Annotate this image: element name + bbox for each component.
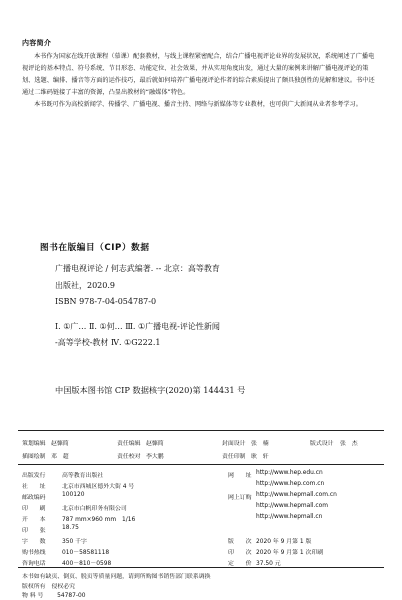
staff-label: 责任印制 (222, 454, 246, 460)
quality-notice: 本书如有缺页、倒页、脱页等质量问题，请到所购图书销售部门联系调换 (22, 574, 211, 580)
staff-name: 赵慷简 (51, 441, 69, 447)
divider (18, 567, 384, 568)
pub-value: 350 千字 (62, 539, 87, 545)
summary-paragraph: 本书作为国家在线开放课程（慕课）配套教材，与线上课程紧密配合，结合广播电视评论业界的发展状况，系统阐述了广播电视评论的基本特点、符号系统、节目形态、功能定位、社会效果，并从实用角度出发，通过大量的案例来讲解广播电视评论的策划、选题、编排、播音等方面的运作技巧，最后就如何培养广播电视评论作者的综合素质提出了颇具独创性的见解和建议。书中还通过二维码链接了丰富的资源，凸显出教材的“融媒体”特色。 (22, 53, 375, 97)
pub-label: 出版发行 (22, 473, 46, 479)
material-label: 物 料 号 (22, 593, 44, 599)
pub-label: 版 次 (228, 539, 252, 545)
pub-value: http://www.hep.edu.cn (256, 470, 323, 476)
rights-notice: 版权所有 侵权必究 (22, 584, 76, 590)
pub-label: 网上订购 (228, 495, 252, 501)
summary-paragraph: 本书既可作为高校新闻学、传播学、广播电视、播音主持、网络与新媒体等专业教材，也可供广大新闻从业者参考学习。 (34, 101, 362, 109)
divider (18, 430, 384, 431)
pub-label: 字 数 (22, 539, 46, 545)
cip-heading: 图书在版编目（CIP）数据 (40, 243, 150, 253)
staff-name: 邓 超 (51, 454, 69, 460)
pub-label: 网 址 (228, 473, 252, 479)
pub-value: 2020 年 9 月第 1 次印刷 (256, 550, 324, 556)
pub-value: http://www.hepmall.com (256, 503, 329, 509)
pub-label: 定 价 (228, 561, 252, 567)
cip-record (55, 261, 385, 352)
pub-label: 印 次 (228, 550, 252, 556)
pub-label: 社 址 (22, 484, 46, 490)
staff-label: 插图绘制 (22, 454, 46, 460)
pub-value: 18.75 (62, 525, 79, 531)
pub-value: 北京市白帆印务有限公司 (62, 506, 127, 512)
cip-line: -高等学校-教材 Ⅳ. ①G222.1 (55, 338, 161, 347)
staff-name: 张 杰 (340, 441, 358, 447)
staff-name: 张 楠 (251, 441, 269, 447)
material-number-row (22, 590, 86, 599)
staff-label: 策划编辑 (22, 441, 46, 447)
pub-value: http://www.hep.com.cn (256, 481, 325, 487)
cip-line: ISBN 978-7-04-054787-0 (55, 297, 157, 306)
pub-value: 100120 (62, 492, 85, 498)
divider (18, 464, 384, 465)
staff-label: 版式设计 (310, 441, 334, 447)
pub-value: http://www.hepmall.com.cn (256, 492, 337, 498)
pub-label: 购书热线 (22, 550, 46, 556)
pub-value: 37.50 元 (256, 561, 281, 567)
cip-line: 广播电视评论 / 何志武编著. -- 北京：高等教育 (55, 264, 220, 273)
cip-catalog-number: 中国版本图书馆 CIP 数据核字(2020)第 144431 号 (55, 385, 246, 395)
pub-label: 印 张 (22, 528, 46, 534)
staff-label: 责任校对 (117, 454, 141, 460)
pub-value: http://www.hepmall.cn (256, 514, 323, 520)
cip-line: 出版社，2020.9 (55, 280, 115, 290)
staff-name: 赵慷简 (146, 441, 164, 447)
staff-label: 封面设计 (222, 441, 246, 447)
staff-name: 耿 轩 (251, 454, 269, 460)
pub-value: 北京市西城区德外大街 4 号 (62, 484, 135, 490)
pub-value: 787 mm×960 mm 1/16 (62, 517, 136, 523)
summary-text (22, 51, 380, 111)
material-number: 54787-00 (57, 593, 86, 599)
pub-label: 邮政编码 (22, 495, 46, 501)
pub-label: 开 本 (22, 517, 46, 523)
cip-line: Ⅰ. ①广… Ⅱ. ①何… Ⅲ. ①广播电视-评论性新闻 (55, 321, 220, 331)
pub-label: 印 刷 (22, 506, 46, 512)
pub-value: 010－58581118 (62, 550, 110, 556)
pub-value: 2020 年 9 月第 1 版 (256, 539, 312, 545)
staff-name: 李大鹏 (146, 454, 164, 460)
pub-label: 咨询电话 (22, 561, 46, 567)
pub-value: 高等教育出版社 (62, 473, 104, 479)
staff-label: 责任编辑 (117, 441, 141, 447)
pub-value: 400－810－0598 (62, 561, 112, 567)
summary-title: 内容简介 (22, 39, 52, 47)
